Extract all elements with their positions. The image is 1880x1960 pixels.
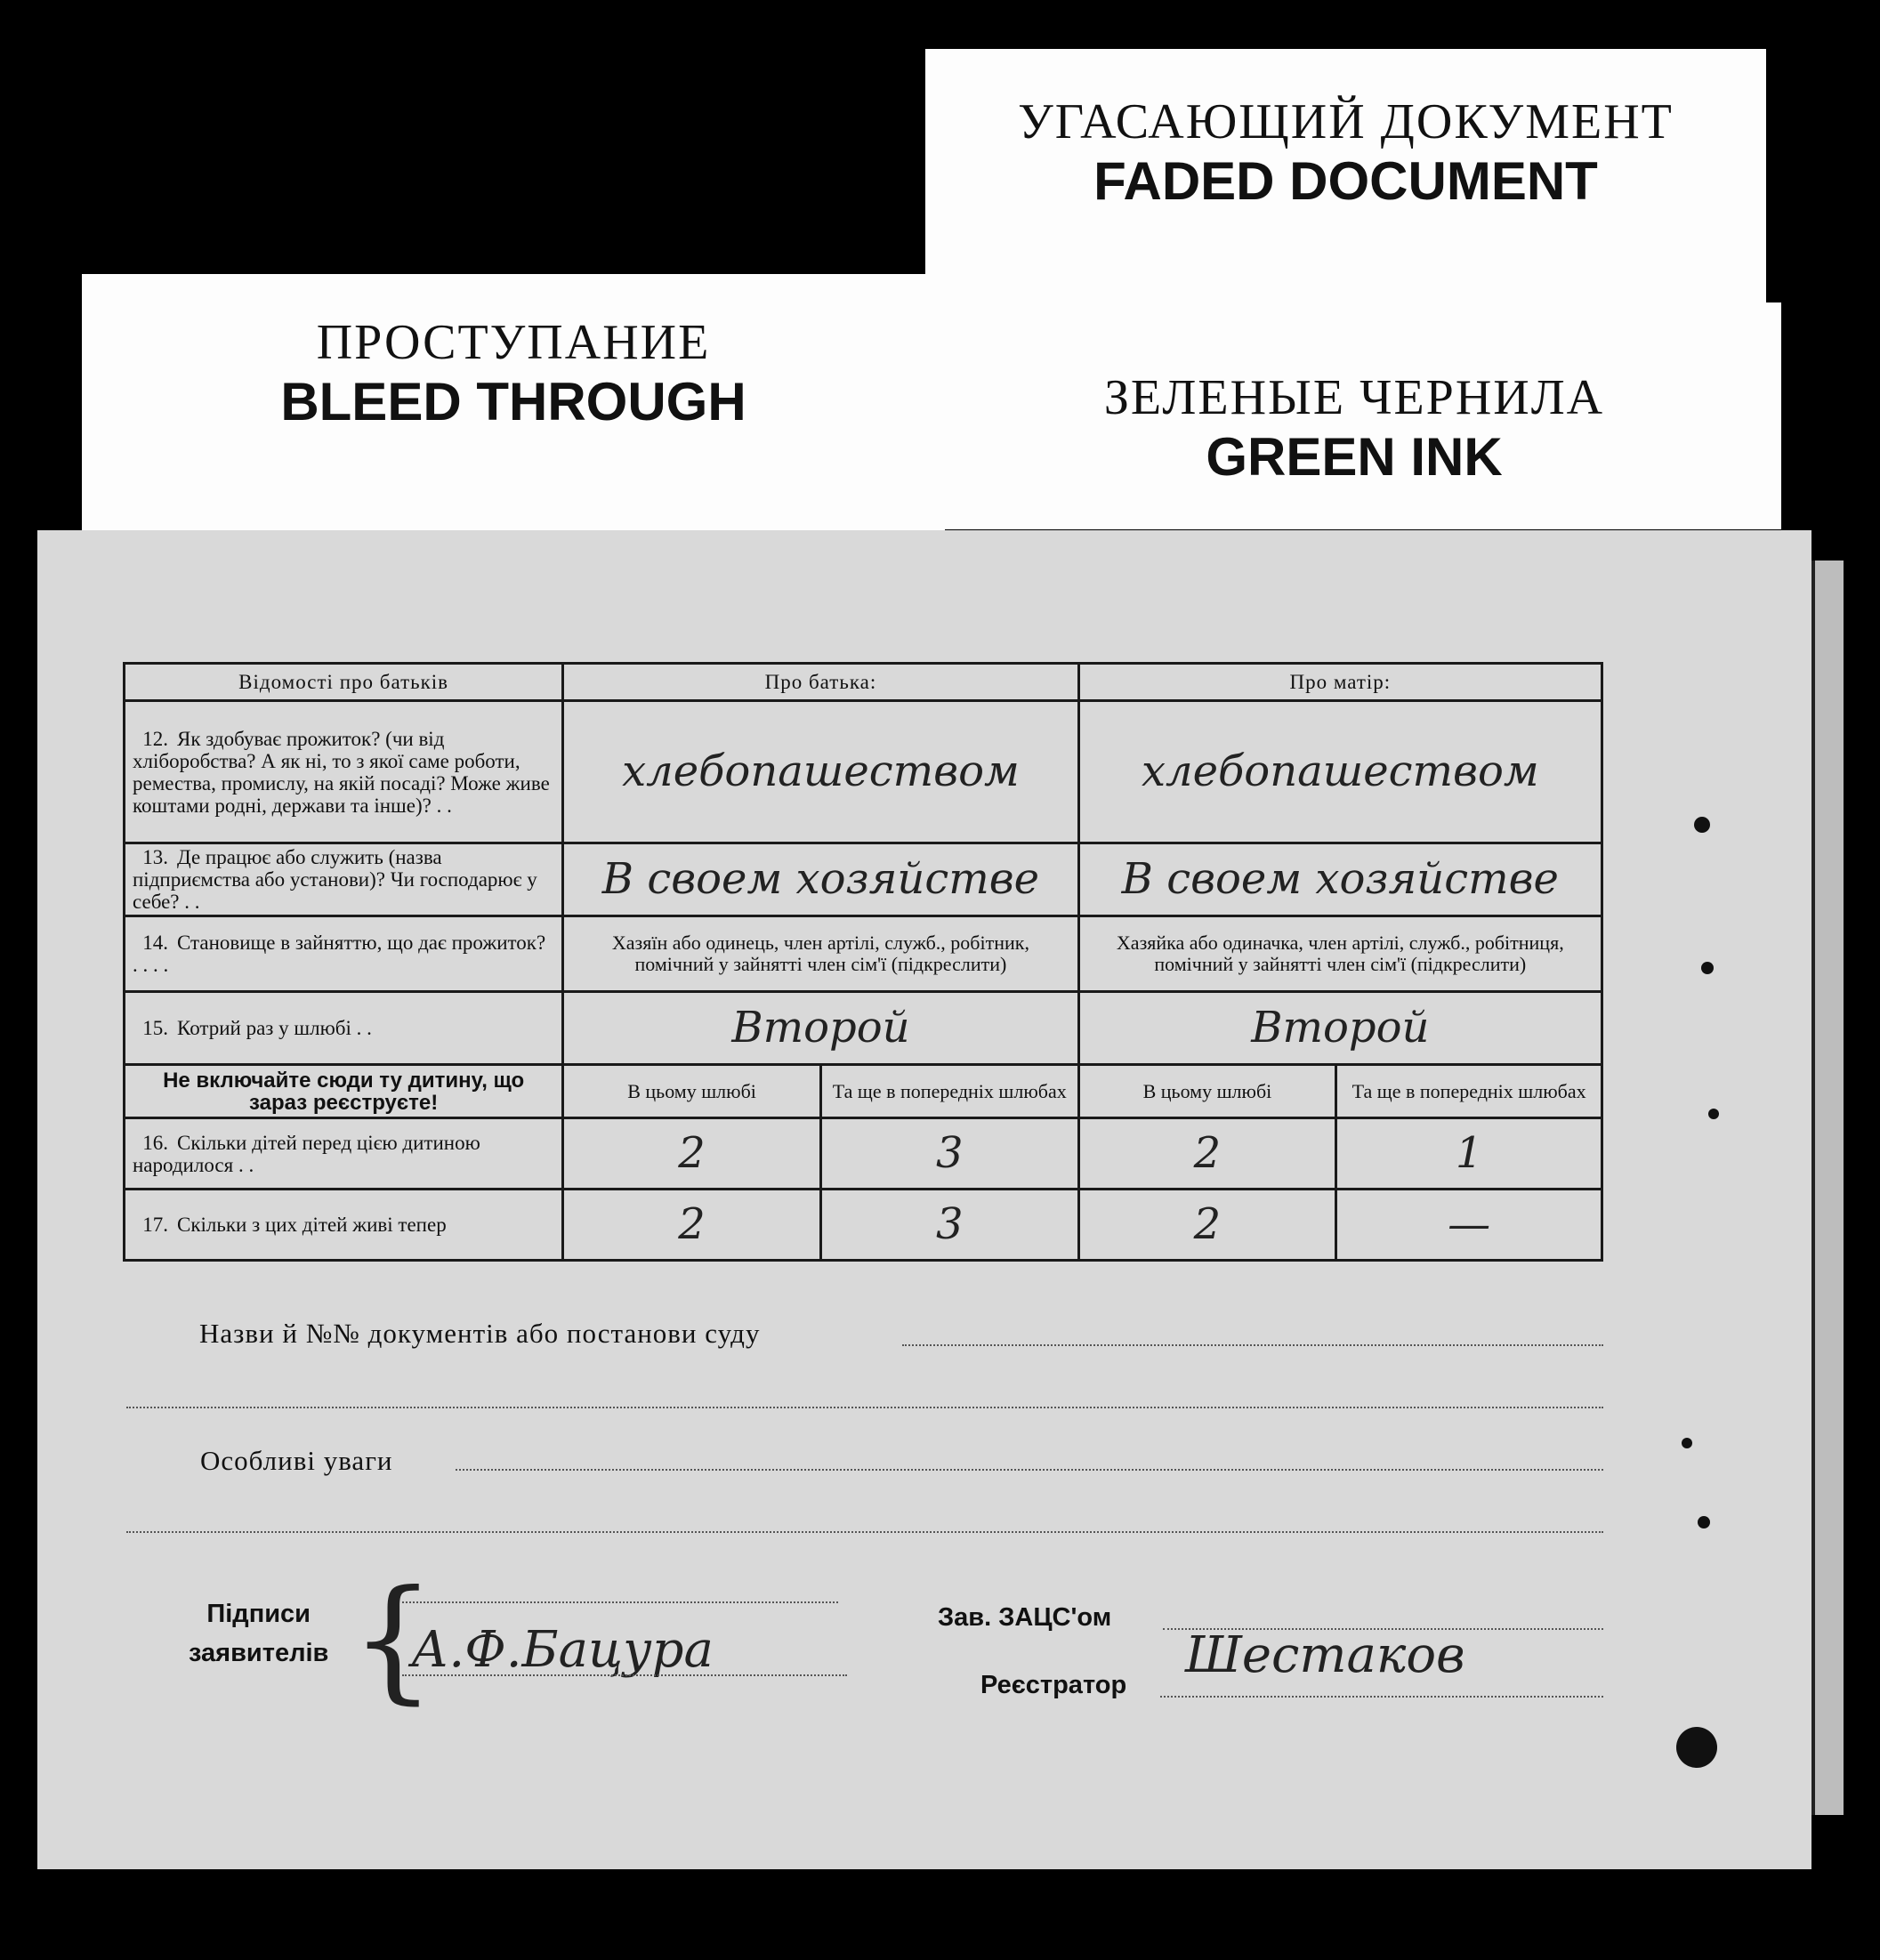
registrar-signature: Шестаков <box>1185 1626 1465 1684</box>
mother-livelihood-answer: хлебопашеством <box>1078 701 1602 843</box>
question-text: Становище в зайняттю, що дає прожиток? . . . . <box>133 932 546 976</box>
question-text: Де працює або служить (назва підприємства або установи)? Чи господарює у себе? . . <box>133 846 537 913</box>
mother-living-previous: — <box>1336 1190 1602 1261</box>
applicants-label-line-2: заявителів <box>189 1639 329 1667</box>
table-row-q14 <box>125 916 1602 992</box>
applicants-label-line-1: Підписи <box>206 1600 311 1628</box>
father-children-previous: 3 <box>820 1118 1078 1190</box>
question-number: 14. <box>142 932 168 954</box>
head-label: Зав. ЗАЦС'ом <box>938 1603 1112 1632</box>
question-text: Як здобуває прожиток? (чи від хліборобства? А як ні, то з якої саме роботи, ремества, промислу, на якій посаді? Може живе коштами родні, держави та інше)? . . <box>133 727 550 817</box>
question-14 <box>125 916 563 992</box>
question-number: 12. <box>142 727 168 750</box>
applicant-signature-line-1 <box>402 1601 838 1603</box>
applicant-signature: А.Ф.Бацура <box>411 1621 714 1679</box>
form-sheet <box>37 530 1811 1869</box>
header-about-mother: Про матір: <box>1078 664 1602 701</box>
table-row-q16 <box>125 1118 1602 1190</box>
question-13 <box>125 843 563 916</box>
question-text: Скільки з цих дітей живі тепер <box>177 1214 447 1236</box>
question-16 <box>125 1118 563 1190</box>
documents-line <box>902 1344 1603 1346</box>
mother-workplace-answer: В своем хозяйстве <box>1078 843 1602 916</box>
question-15 <box>125 992 563 1065</box>
exclude-child-note: Не включайте сюди ту дитину, що зараз реєструєте! <box>125 1065 563 1118</box>
remarks-label: Особливі уваги <box>200 1445 393 1476</box>
table-row-q12 <box>125 701 1602 843</box>
question-number: 15. <box>142 1017 168 1039</box>
green-ink-label <box>927 302 1781 529</box>
mother-status-options: Хазяйка або одиначка, член артілі, служб., робітниця, помічний у зайнятті член сім'ї (підкреслити) <box>1078 916 1602 992</box>
registrar-label: Реєстратор <box>980 1671 1127 1699</box>
remarks-line-2 <box>126 1531 1603 1533</box>
table-row-note <box>125 1065 1602 1118</box>
mother-children-current: 2 <box>1078 1118 1336 1190</box>
faded-label-en: FADED DOCUMENT <box>1093 151 1598 211</box>
father-workplace-answer: В своем хозяйстве <box>563 843 1078 916</box>
binding-hole <box>1708 1109 1719 1119</box>
brace-symbol: { <box>351 1562 436 1717</box>
faded-label-ru: УГАСАЮЩИЙ ДОКУМЕНТ <box>1018 94 1674 149</box>
father-livelihood-answer: хлебопашеством <box>563 701 1078 843</box>
mother-col-current-marriage: В цьому шлюбі <box>1078 1065 1336 1118</box>
bleed-label-ru: ПРОСТУПАНИЕ <box>316 315 711 370</box>
bleed-label-en: BLEED THROUGH <box>280 372 746 432</box>
applicant-signature-line-2 <box>402 1674 847 1676</box>
father-status-options: Хазяїн або одинець, член артілі, служб., робітник, помічний у зайнятті член сім'ї (підкреслити) <box>563 916 1078 992</box>
father-living-previous: 3 <box>820 1190 1078 1261</box>
table-row-q15 <box>125 992 1602 1065</box>
table-row-q17 <box>125 1190 1602 1261</box>
binding-hole <box>1676 1727 1717 1768</box>
question-number: 13. <box>142 846 168 868</box>
mother-col-previous-marriages: Та ще в попередніх шлюбах <box>1336 1065 1602 1118</box>
mother-children-previous: 1 <box>1336 1118 1602 1190</box>
registrar-signature-line <box>1160 1696 1603 1698</box>
documents-label: Назви й №№ документів або постанови суду <box>199 1318 761 1349</box>
faded-document-label <box>925 49 1766 305</box>
green-label-en: GREEN INK <box>1206 427 1503 487</box>
question-number: 16. <box>142 1131 168 1154</box>
question-number: 17. <box>142 1214 168 1236</box>
father-marriage-count: Второй <box>563 992 1078 1065</box>
question-17 <box>125 1190 563 1261</box>
question-text: Котрий раз у шлюбі . . <box>177 1017 372 1039</box>
binding-hole <box>1694 817 1710 833</box>
parents-info-table <box>123 662 1603 1262</box>
table-header-row <box>125 664 1602 701</box>
remarks-line <box>456 1469 1603 1471</box>
question-12 <box>125 701 563 843</box>
father-children-current: 2 <box>563 1118 821 1190</box>
documents-line-2 <box>126 1407 1603 1408</box>
page-edge <box>1811 561 1844 1815</box>
binding-hole <box>1701 962 1714 974</box>
applicants-signature-label <box>189 1594 328 1673</box>
bleed-through-label <box>82 274 945 541</box>
green-label-ru: ЗЕЛЕНЫЕ ЧЕРНИЛА <box>1103 370 1605 425</box>
binding-hole <box>1682 1438 1692 1448</box>
father-living-current: 2 <box>563 1190 821 1261</box>
table-row-q13 <box>125 843 1602 916</box>
binding-hole <box>1698 1516 1710 1528</box>
mother-living-current: 2 <box>1078 1190 1336 1261</box>
father-col-current-marriage: В цьому шлюбі <box>563 1065 821 1118</box>
question-text: Скільки дітей перед цією дитиною народилося . . <box>133 1131 480 1176</box>
mother-marriage-count: Второй <box>1078 992 1602 1065</box>
father-col-previous-marriages: Та ще в попередніх шлюбах <box>820 1065 1078 1118</box>
header-parents-info: Відомості про батьків <box>125 664 563 701</box>
header-about-father: Про батька: <box>563 664 1078 701</box>
